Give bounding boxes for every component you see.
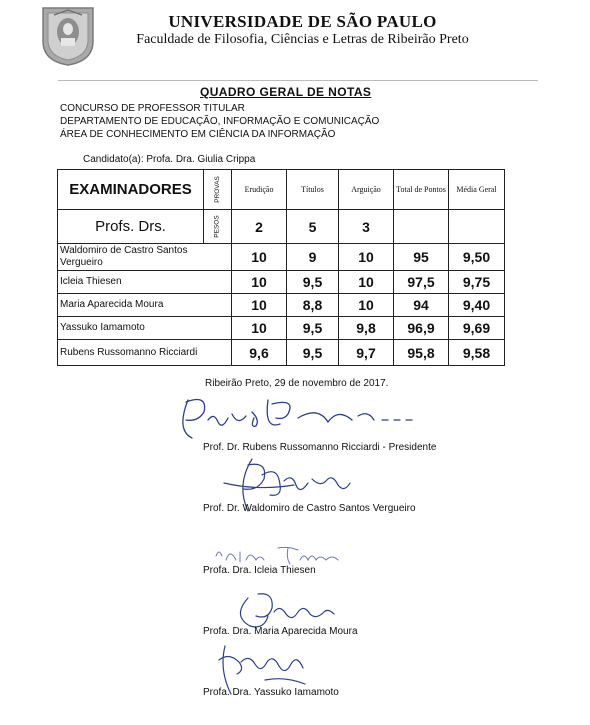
profs-header: Profs. Drs. <box>58 210 204 244</box>
weight-erudicao: 2 <box>232 210 287 244</box>
cell-arguicao: 10 <box>339 294 394 317</box>
cell-erudicao: 9,6 <box>232 340 287 366</box>
department-line: DEPARTAMENTO DE EDUCAÇÃO, INFORMAÇÃO E COMUNICAÇÃO <box>60 116 380 127</box>
cell-arguicao: 9,8 <box>339 317 394 340</box>
cell-erudicao: 10 <box>232 271 287 294</box>
cell-erudicao: 10 <box>232 294 287 317</box>
signature-name-yassuko: Profa. Dra. Yassuko Iamamoto <box>203 687 339 698</box>
cell-media: 9,58 <box>449 340 505 366</box>
signature-icleia <box>208 540 348 568</box>
weight-titulos: 5 <box>287 210 339 244</box>
pesos-label: PESOS <box>204 210 232 244</box>
examiner-name: Yassuko Iamamoto <box>58 317 232 340</box>
cell-media: 9,50 <box>449 244 505 271</box>
weight-empty <box>449 210 505 244</box>
table-row <box>58 340 505 366</box>
university-name: UNIVERSIDADE DE SÃO PAULO <box>168 12 437 31</box>
table-row <box>58 271 505 294</box>
document-title: QUADRO GERAL DE NOTAS <box>200 85 372 99</box>
place-date: Ribeirão Preto, 29 de novembro de 2017. <box>205 378 389 389</box>
cell-erudicao: 10 <box>232 317 287 340</box>
signature-name-icleia: Profa. Dra. Icleia Thiesen <box>203 565 316 576</box>
cell-total: 95,8 <box>394 340 449 366</box>
candidate-line: Candidato(a): Profa. Dra. Giulia Crippa <box>83 154 256 165</box>
signature-rubens <box>168 390 428 445</box>
faculty-name: Faculdade de Filosofia, Ciências e Letras de Ribeirão Preto <box>136 32 469 47</box>
col-media: Média Geral <box>449 170 505 210</box>
cell-media: 9,40 <box>449 294 505 317</box>
table-row <box>58 294 505 317</box>
examiner-name: Maria Aparecida Moura <box>58 294 232 317</box>
cell-titulos: 9,5 <box>287 317 339 340</box>
weight-empty <box>394 210 449 244</box>
cell-titulos: 9,5 <box>287 340 339 366</box>
cell-titulos: 9,5 <box>287 271 339 294</box>
grades-table <box>57 169 505 366</box>
cell-total: 96,9 <box>394 317 449 340</box>
signature-name-waldomiro: Prof. Dr. Waldomiro de Castro Santos Vergueiro <box>203 503 416 514</box>
cell-arguicao: 9,7 <box>339 340 394 366</box>
examiners-header: EXAMINADORES <box>58 170 204 210</box>
cell-arguicao: 10 <box>339 244 394 271</box>
area-line: ÁREA DE CONHECIMENTO EM CIÊNCIA DA INFORMAÇÃO <box>60 129 336 140</box>
weight-arguicao: 3 <box>339 210 394 244</box>
cell-titulos: 9 <box>287 244 339 271</box>
examiner-name: Rubens Russomanno Ricciardi <box>58 340 232 366</box>
cell-media: 9,75 <box>449 271 505 294</box>
cell-arguicao: 10 <box>339 271 394 294</box>
col-titulos: Títulos <box>287 170 339 210</box>
col-total: Total de Pontos <box>394 170 449 210</box>
cell-titulos: 8,8 <box>287 294 339 317</box>
cell-erudicao: 10 <box>232 244 287 271</box>
header-divider <box>58 80 538 81</box>
col-arguicao: Arguição <box>339 170 394 210</box>
provas-label: PROVAS <box>204 170 232 210</box>
examiner-name: Icleia Thiesen <box>58 271 232 294</box>
examiner-name: Waldomiro de Castro Santos Vergueiro <box>58 244 232 271</box>
cell-total: 95 <box>394 244 449 271</box>
cell-total: 94 <box>394 294 449 317</box>
contest-line: CONCURSO DE PROFESSOR TITULAR <box>60 103 245 114</box>
cell-media: 9,69 <box>449 317 505 340</box>
table-row <box>58 317 505 340</box>
table-row <box>58 244 505 271</box>
signature-name-president: Prof. Dr. Rubens Russomanno Ricciardi - Presidente <box>203 442 437 453</box>
usp-seal-icon <box>40 5 96 67</box>
col-erudicao: Erudição <box>232 170 287 210</box>
cell-total: 97,5 <box>394 271 449 294</box>
signature-name-maria: Profa. Dra. Maria Aparecida Moura <box>203 626 358 637</box>
